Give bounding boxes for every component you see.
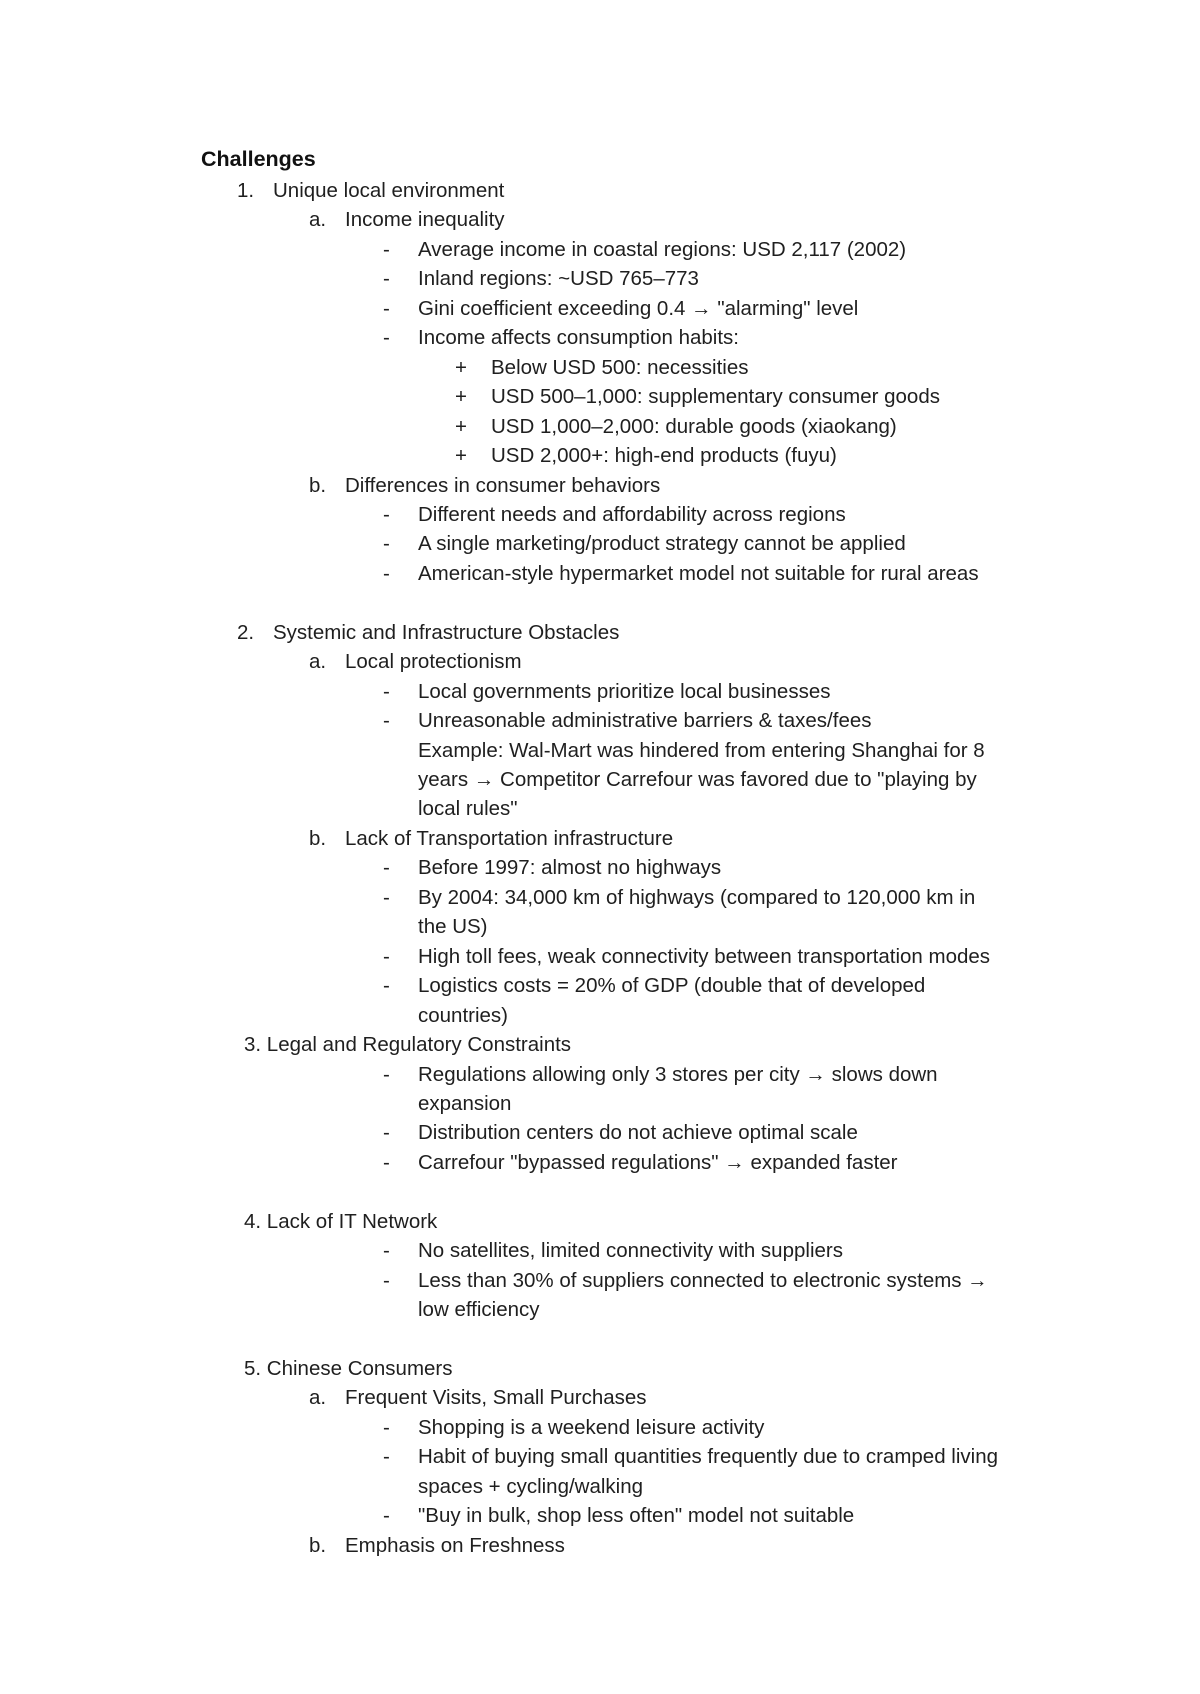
list-item-text: spaces + cycling/walking bbox=[418, 1474, 644, 1498]
list-marker: b. bbox=[309, 826, 327, 850]
list-marker: - bbox=[383, 1062, 390, 1086]
list-item-text: A single marketing/product strategy cannot be applied bbox=[418, 532, 906, 556]
list-item-text: Inland regions: ~USD 765–773 bbox=[418, 267, 699, 291]
list-marker: - bbox=[383, 974, 390, 998]
list-item-text: Distribution centers do not achieve optimal scale bbox=[418, 1121, 858, 1145]
list-marker: + bbox=[455, 414, 467, 438]
list-item-text: American-style hypermarket model not suitable for rural areas bbox=[418, 561, 979, 585]
list-item-text: low efficiency bbox=[418, 1298, 540, 1322]
list-item-text: By 2004: 34,000 km of highways (compared to 120,000 km in bbox=[418, 885, 976, 909]
list-marker: - bbox=[383, 1268, 390, 1292]
list-marker: - bbox=[383, 1445, 390, 1469]
list-marker: a. bbox=[309, 650, 327, 674]
list-item-text: local rules" bbox=[418, 797, 518, 821]
list-marker: - bbox=[383, 1415, 390, 1439]
list-item-text: Shopping is a weekend leisure activity bbox=[418, 1415, 765, 1439]
list-marker: - bbox=[383, 679, 390, 703]
list-item-text: 4. Lack of IT Network bbox=[244, 1209, 438, 1233]
list-item-text: Unreasonable administrative barriers & taxes/fees bbox=[418, 709, 872, 733]
list-marker: - bbox=[383, 296, 390, 320]
list-item-text: expansion bbox=[418, 1091, 512, 1115]
list-item-text: the US) bbox=[418, 915, 488, 939]
list-marker: - bbox=[383, 237, 390, 261]
list-item-text: "Buy in bulk, shop less often" model not suitable bbox=[418, 1504, 855, 1528]
list-marker: - bbox=[383, 709, 390, 733]
list-item-text: High toll fees, weak connectivity between transportation modes bbox=[418, 944, 991, 968]
list-marker: b. bbox=[309, 1533, 327, 1557]
list-item-text: Less than 30% of suppliers connected to electronic systems → bbox=[418, 1268, 988, 1292]
list-marker: 1. bbox=[237, 179, 255, 202]
list-item-text: USD 2,000+: high-end products (fuyu) bbox=[491, 444, 837, 468]
list-item-text: Systemic and Infrastructure Obstacles bbox=[273, 620, 620, 644]
list-item-text: Gini coefficient exceeding 0.4 → "alarming" level bbox=[418, 296, 859, 320]
list-item-text: Emphasis on Freshness bbox=[345, 1533, 565, 1557]
list-marker: + bbox=[455, 385, 467, 409]
list-marker: b. bbox=[309, 473, 327, 497]
list-item-text: Below USD 500: necessities bbox=[491, 355, 749, 379]
list-marker: - bbox=[383, 1150, 390, 1174]
list-marker: - bbox=[383, 326, 390, 350]
list-item-text: Different needs and affordability across regions bbox=[418, 502, 846, 526]
list-marker: - bbox=[383, 502, 390, 526]
list-item-text: Average income in coastal regions: USD 2,117 (2002) bbox=[418, 237, 907, 261]
list-item-text: Frequent Visits, Small Purchases bbox=[345, 1386, 647, 1410]
list-item-text: Logistics costs = 20% of GDP (double that of developed bbox=[418, 974, 926, 998]
list-marker: - bbox=[383, 1239, 390, 1263]
list-item-text: USD 1,000–2,000: durable goods (xiaokang) bbox=[491, 414, 897, 438]
list-marker: a. bbox=[309, 208, 327, 232]
list-item-text: 3. Legal and Regulatory Constraints bbox=[244, 1033, 572, 1057]
list-marker: - bbox=[383, 561, 390, 585]
list-item-text: 5. Chinese Consumers bbox=[244, 1357, 453, 1380]
list-item-text: years → Competitor Carrefour was favored due to "playing by bbox=[418, 768, 977, 791]
list-marker: + bbox=[455, 355, 467, 379]
list-item-text: Lack of Transportation infrastructure bbox=[345, 826, 674, 850]
list-marker: - bbox=[383, 885, 390, 909]
page-title: Challenges bbox=[201, 147, 316, 171]
list-marker: + bbox=[455, 444, 467, 468]
list-item-text: Regulations allowing only 3 stores per city → slows down bbox=[418, 1062, 938, 1086]
list-marker: 2. bbox=[237, 620, 255, 644]
list-item-text: Income affects consumption habits: bbox=[418, 326, 739, 350]
list-item-text: No satellites, limited connectivity with suppliers bbox=[418, 1239, 843, 1263]
list-item-text: countries) bbox=[418, 1003, 509, 1027]
list-item-text: Carrefour "bypassed regulations" → expanded faster bbox=[418, 1150, 898, 1174]
list-item-text: Habit of buying small quantities frequently due to cramped living bbox=[418, 1445, 999, 1469]
list-marker: - bbox=[383, 532, 390, 556]
list-item-text: Income inequality bbox=[345, 208, 505, 232]
list-item-text: USD 500–1,000: supplementary consumer goods bbox=[491, 385, 940, 409]
list-item-text: Differences in consumer behaviors bbox=[345, 473, 661, 497]
list-marker: - bbox=[383, 267, 390, 291]
list-item-text: Local governments prioritize local businesses bbox=[418, 679, 831, 703]
list-item-text: Example: Wal-Mart was hindered from entering Shanghai for 8 bbox=[418, 738, 985, 762]
list-item-text: Local protectionism bbox=[345, 650, 522, 674]
list-marker: a. bbox=[309, 1386, 327, 1410]
list-item-text: Unique local environment bbox=[273, 179, 505, 202]
list-marker: - bbox=[383, 944, 390, 968]
list-item-text: Before 1997: almost no highways bbox=[418, 856, 722, 880]
list-marker: - bbox=[383, 1121, 390, 1145]
list-marker: - bbox=[383, 1504, 390, 1528]
list-marker: - bbox=[383, 856, 390, 880]
